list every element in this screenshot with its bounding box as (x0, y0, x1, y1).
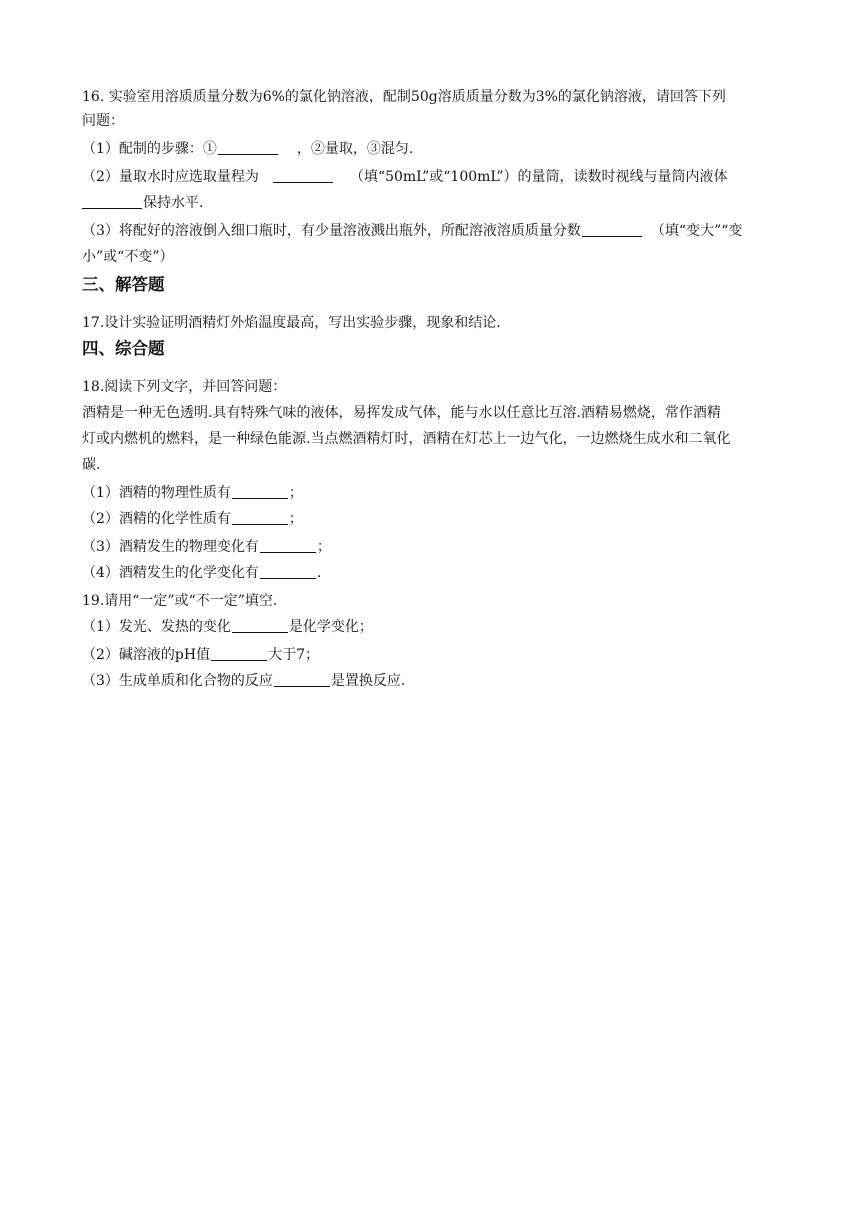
q18-part4: （4）酒精发生的化学变化有 . (82, 565, 322, 581)
q18-passage-line1: 酒精是一种无色透明.具有特殊气味的液体，易挥发成气体，能与水以任意比互溶.酒精易燃烧，常作酒精 (82, 405, 721, 421)
q18-stem: 18.阅读下列文字，并回答问题： (82, 379, 287, 395)
q16-part3-cont: 小”或“不变”） (82, 249, 174, 265)
answer-blank[interactable] (232, 618, 288, 633)
q18-part1: （1）酒精的物理性质有 ； (82, 485, 303, 501)
q16-part2: （2）量取水时应选取量程为 （填“50mL”或“100mL”）的量筒，读数时视线与量筒内液体 (82, 169, 728, 185)
q19-stem: 19.请用“一定”或“不一定”填空. (82, 593, 278, 609)
answer-blank[interactable] (232, 510, 288, 525)
answer-blank[interactable] (218, 140, 278, 155)
q19-part1: （1）发光、发热的变化 是化学变化； (82, 619, 373, 635)
q16-stem-line2: 问题： (82, 113, 124, 129)
q18-part2: （2）酒精的化学性质有 ； (82, 511, 303, 527)
answer-blank[interactable] (260, 538, 316, 553)
answer-blank[interactable] (273, 168, 333, 183)
q19-part2: （2）碱溶液的pH值 大于7； (82, 647, 319, 663)
q16-stem-line1: 16. 实验室用溶质质量分数为6%的氯化钠溶液，配制50g溶质质量分数为3%的氯化钠溶液，请回答下列 (82, 89, 726, 105)
q18-passage-line2: 灯或内燃机的燃料，是一种绿色能源.当点燃酒精灯时，酒精在灯芯上一边气化，一边燃烧生成水和二氧化 (82, 431, 731, 447)
answer-blank[interactable] (260, 564, 316, 579)
q18-passage-line3: 碳. (82, 457, 101, 473)
q18-part3: （3）酒精发生的物理变化有 ； (82, 539, 331, 555)
q19-part3: （3）生成单质和化合物的反应 是置换反应. (82, 673, 406, 689)
q16-part2-cont: 保持水平. (82, 193, 203, 213)
q17-text: 17.设计实验证明酒精灯外焰温度最高，写出实验步骤，现象和结论. (82, 315, 501, 331)
q16-part3: （3）将配好的溶液倒入细口瓶时，有少量溶液溅出瓶外，所配溶液溶质质量分数 （填“变大”“变 (82, 223, 743, 239)
answer-blank[interactable] (232, 484, 288, 499)
section-heading-3: 三、解答题 (82, 275, 165, 294)
q16-part1: （1）配制的步骤：① ，②量取，③混匀. (82, 141, 414, 157)
answer-blank[interactable] (82, 194, 142, 209)
answer-blank[interactable] (274, 672, 330, 687)
answer-blank[interactable] (582, 222, 642, 237)
answer-blank[interactable] (211, 646, 267, 661)
section-heading-4: 四、综合题 (82, 339, 165, 358)
